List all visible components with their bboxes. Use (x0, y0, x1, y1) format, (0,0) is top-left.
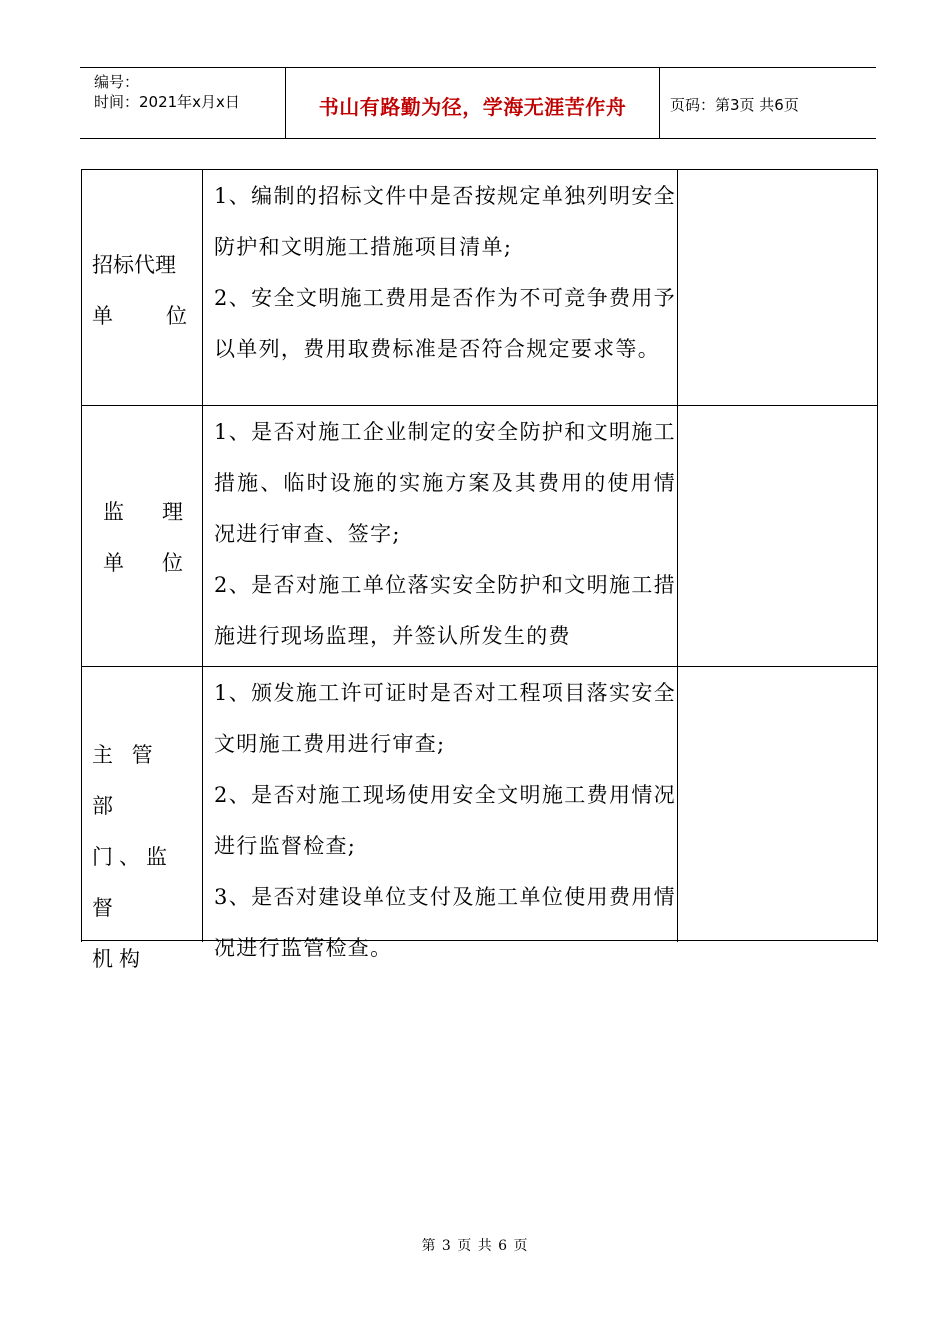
check-item: 1、编制的招标文件中是否按规定单独列明安全防护和文明施工措施项目清单; (214, 184, 676, 259)
header-page-number: 页码：第3页 共6页 (670, 96, 799, 114)
cell-border (877, 169, 878, 405)
page-footer: 第 3 页 共 6 页 (421, 1238, 529, 1254)
cell-border (81, 666, 82, 942)
cell-border (877, 666, 878, 942)
cell-border (202, 169, 203, 405)
header-meta (94, 72, 240, 112)
page-header (80, 67, 876, 139)
cell-border (877, 405, 878, 666)
check-items (214, 171, 676, 375)
check-item: 3、是否对建设单位支付及施工单位使用费用情况进行监管检查。 (214, 885, 676, 960)
unit-label: 主 管 部 门、监督 机构 (92, 743, 173, 971)
unit-label: 监 理 单 位 (103, 500, 183, 575)
check-item: 1、颁发施工许可证时是否对工程项目落实安全文明施工费用进行审查; (214, 681, 676, 756)
cell-border (202, 666, 203, 942)
table-row (81, 169, 878, 405)
row-border (81, 169, 878, 170)
check-items (214, 407, 676, 662)
header-motto: 书山有路勤为径，学海无涯苦作舟 (318, 95, 627, 119)
row-border (81, 405, 878, 406)
cell-border (81, 405, 82, 666)
check-item: 2、安全文明施工费用是否作为不可竞争费用予以单列，费用取费标准是否符合规定要求等。 (214, 286, 676, 361)
table-row (81, 405, 878, 666)
cell-border (677, 405, 678, 666)
check-items (214, 668, 676, 974)
cell-border (677, 169, 678, 405)
check-item: 1、是否对施工企业制定的安全防护和文明施工措施、临时设施的实施方案及其费用的使用情况进行审查、签字; (214, 420, 676, 546)
document-number-label: 编号： (94, 73, 140, 91)
unit-label: 招标代理 单 位 (92, 253, 187, 328)
check-item: 2、是否对施工现场使用安全文明施工费用情况进行监督检查; (214, 783, 676, 858)
header-divider (659, 68, 660, 138)
cell-border (81, 169, 82, 405)
check-item: 2、是否对施工单位落实安全防护和文明施工措施进行现场监理，并签认所发生的费 (214, 573, 676, 648)
table-row (81, 666, 878, 971)
row-border (81, 666, 878, 667)
cell-border (677, 666, 678, 942)
inspection-table (81, 169, 878, 971)
document-time-label: 时间：2021年x月x日 (94, 93, 240, 111)
